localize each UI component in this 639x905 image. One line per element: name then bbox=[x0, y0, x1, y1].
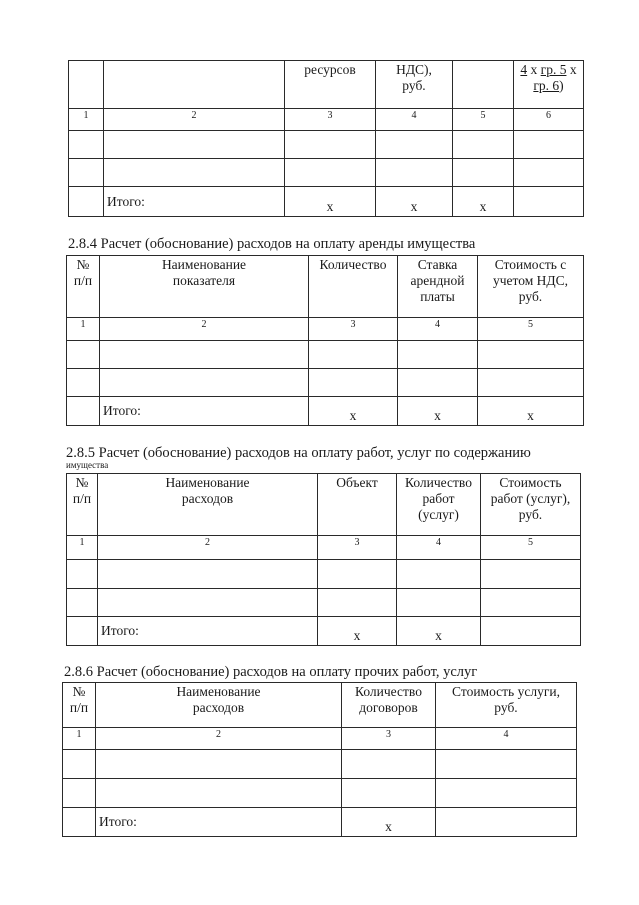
table-row bbox=[67, 369, 584, 397]
total-row bbox=[63, 808, 577, 837]
table-cell[interactable] bbox=[514, 159, 584, 187]
table-rent-expenses bbox=[66, 255, 584, 426]
total-cell: x bbox=[397, 617, 481, 646]
table-cell[interactable] bbox=[453, 131, 514, 159]
table-cell[interactable] bbox=[100, 369, 309, 397]
table-cell[interactable] bbox=[478, 341, 584, 369]
header-cell: № п/п bbox=[63, 683, 96, 728]
column-number: 1 bbox=[69, 109, 104, 131]
table-cell[interactable] bbox=[69, 159, 104, 187]
header-cell bbox=[69, 61, 104, 109]
column-number-row bbox=[63, 728, 577, 750]
header-cell: ресурсов bbox=[285, 61, 376, 109]
table-maintenance-expenses bbox=[66, 473, 581, 646]
table-cell[interactable] bbox=[63, 750, 96, 779]
formula-part: гр. 5 bbox=[540, 62, 567, 77]
table-cell[interactable] bbox=[342, 779, 436, 808]
table-cell[interactable] bbox=[67, 589, 98, 617]
table-cell[interactable] bbox=[398, 369, 478, 397]
section-title-2-8-6: 2.8.6 Расчет (обоснование) расходов на оплату прочих работ, услуг bbox=[64, 664, 478, 680]
total-row bbox=[69, 187, 584, 217]
header-cell: Наименование расходов bbox=[98, 474, 318, 536]
table-cell bbox=[67, 397, 100, 426]
table-cell[interactable] bbox=[96, 779, 342, 808]
table-row bbox=[69, 159, 584, 187]
total-cell: x bbox=[376, 187, 453, 217]
table-cell[interactable] bbox=[481, 589, 581, 617]
column-number: 1 bbox=[67, 318, 100, 341]
total-row bbox=[67, 397, 584, 426]
formula-part: гр. 6 bbox=[533, 78, 560, 93]
header-cell: Объект bbox=[318, 474, 397, 536]
header-cell: Количество работ (услуг) bbox=[397, 474, 481, 536]
total-cell: x bbox=[318, 617, 397, 646]
formula-part: x bbox=[527, 62, 541, 77]
section-subtitle-2-8-5: имущества bbox=[66, 460, 109, 470]
total-cell: x bbox=[453, 187, 514, 217]
column-number: 4 bbox=[376, 109, 453, 131]
column-number: 5 bbox=[453, 109, 514, 131]
table-row bbox=[63, 750, 577, 779]
table-cell[interactable] bbox=[63, 779, 96, 808]
column-number: 3 bbox=[318, 536, 397, 560]
table-cell[interactable] bbox=[478, 369, 584, 397]
total-cell: x bbox=[285, 187, 376, 217]
table-row bbox=[67, 560, 581, 589]
column-number-row bbox=[69, 109, 584, 131]
table-cell[interactable] bbox=[309, 369, 398, 397]
table-cell bbox=[69, 187, 104, 217]
table-previous-continuation bbox=[68, 60, 584, 217]
header-cell: Стоимость с учетом НДС, руб. bbox=[478, 256, 584, 318]
header-cell: № п/п bbox=[67, 256, 100, 318]
column-number: 1 bbox=[63, 728, 96, 750]
total-label: Итого: bbox=[100, 397, 309, 426]
table-cell[interactable] bbox=[397, 589, 481, 617]
column-number: 2 bbox=[104, 109, 285, 131]
header-cell: Стоимость работ (услуг), руб. bbox=[481, 474, 581, 536]
header-cell bbox=[104, 61, 285, 109]
total-label: Итого: bbox=[104, 187, 285, 217]
header-cell: Наименование расходов bbox=[96, 683, 342, 728]
table-cell[interactable] bbox=[104, 131, 285, 159]
column-number: 2 bbox=[98, 536, 318, 560]
table-cell[interactable] bbox=[342, 750, 436, 779]
formula-part: ) bbox=[559, 78, 564, 93]
table-cell[interactable] bbox=[436, 779, 577, 808]
table-cell[interactable] bbox=[69, 131, 104, 159]
table-cell bbox=[63, 808, 96, 837]
column-number: 5 bbox=[481, 536, 581, 560]
table-cell[interactable] bbox=[376, 131, 453, 159]
table-cell[interactable] bbox=[514, 131, 584, 159]
column-number: 4 bbox=[398, 318, 478, 341]
column-number: 4 bbox=[397, 536, 481, 560]
table-cell[interactable] bbox=[67, 369, 100, 397]
total-label: Итого: bbox=[98, 617, 318, 646]
column-number: 3 bbox=[285, 109, 376, 131]
total-cell bbox=[436, 808, 577, 837]
table-header-row bbox=[67, 256, 584, 318]
table-row bbox=[67, 589, 581, 617]
column-number: 6 bbox=[514, 109, 584, 131]
table-cell[interactable] bbox=[285, 159, 376, 187]
header-cell: Количество договоров bbox=[342, 683, 436, 728]
total-cell bbox=[481, 617, 581, 646]
header-cell: Стоимость услуги, руб. bbox=[436, 683, 577, 728]
section-title-2-8-4: 2.8.4 Расчет (обоснование) расходов на оплату аренды имущества bbox=[68, 236, 476, 252]
column-number: 5 bbox=[478, 318, 584, 341]
total-label: Итого: bbox=[96, 808, 342, 837]
table-cell[interactable] bbox=[453, 159, 514, 187]
header-cell: НДС), руб. bbox=[376, 61, 453, 109]
header-cell: Ставка арендной платы bbox=[398, 256, 478, 318]
table-header-row bbox=[63, 683, 577, 728]
table-cell[interactable] bbox=[318, 560, 397, 589]
table-row bbox=[67, 341, 584, 369]
table-cell[interactable] bbox=[98, 560, 318, 589]
total-row bbox=[67, 617, 581, 646]
column-number-row bbox=[67, 318, 584, 341]
total-cell: x bbox=[398, 397, 478, 426]
table-cell[interactable] bbox=[67, 560, 98, 589]
table-row bbox=[69, 131, 584, 159]
table-cell[interactable] bbox=[436, 750, 577, 779]
table-cell[interactable] bbox=[67, 341, 100, 369]
header-cell-formula bbox=[514, 61, 584, 109]
total-cell: x bbox=[478, 397, 584, 426]
table-other-services-expenses bbox=[62, 682, 577, 837]
formula-part: 4 bbox=[520, 62, 528, 77]
header-cell: № п/п bbox=[67, 474, 98, 536]
header-cell: Количество bbox=[309, 256, 398, 318]
header-cell: Наименование показателя bbox=[100, 256, 309, 318]
table-cell[interactable] bbox=[96, 750, 342, 779]
total-cell bbox=[514, 187, 584, 217]
column-number-row bbox=[67, 536, 581, 560]
table-cell[interactable] bbox=[285, 131, 376, 159]
table-cell bbox=[67, 617, 98, 646]
table-cell[interactable] bbox=[104, 159, 285, 187]
column-number: 4 bbox=[436, 728, 577, 750]
table-cell[interactable] bbox=[397, 560, 481, 589]
column-number: 3 bbox=[342, 728, 436, 750]
column-number: 2 bbox=[100, 318, 309, 341]
table-cell[interactable] bbox=[398, 341, 478, 369]
section-title-2-8-5: 2.8.5 Расчет (обоснование) расходов на оплату работ, услуг по содержанию bbox=[66, 445, 531, 461]
column-number: 1 bbox=[67, 536, 98, 560]
table-cell[interactable] bbox=[98, 589, 318, 617]
table-cell[interactable] bbox=[376, 159, 453, 187]
table-cell[interactable] bbox=[309, 341, 398, 369]
table-header-row bbox=[69, 61, 584, 109]
total-cell: x bbox=[342, 808, 436, 837]
header-cell bbox=[453, 61, 514, 109]
table-header-row bbox=[67, 474, 581, 536]
table-cell[interactable] bbox=[481, 560, 581, 589]
table-row bbox=[63, 779, 577, 808]
total-cell: x bbox=[309, 397, 398, 426]
formula-part: x bbox=[569, 62, 577, 77]
column-number: 2 bbox=[96, 728, 342, 750]
table-cell[interactable] bbox=[318, 589, 397, 617]
table-cell[interactable] bbox=[100, 341, 309, 369]
column-number: 3 bbox=[309, 318, 398, 341]
